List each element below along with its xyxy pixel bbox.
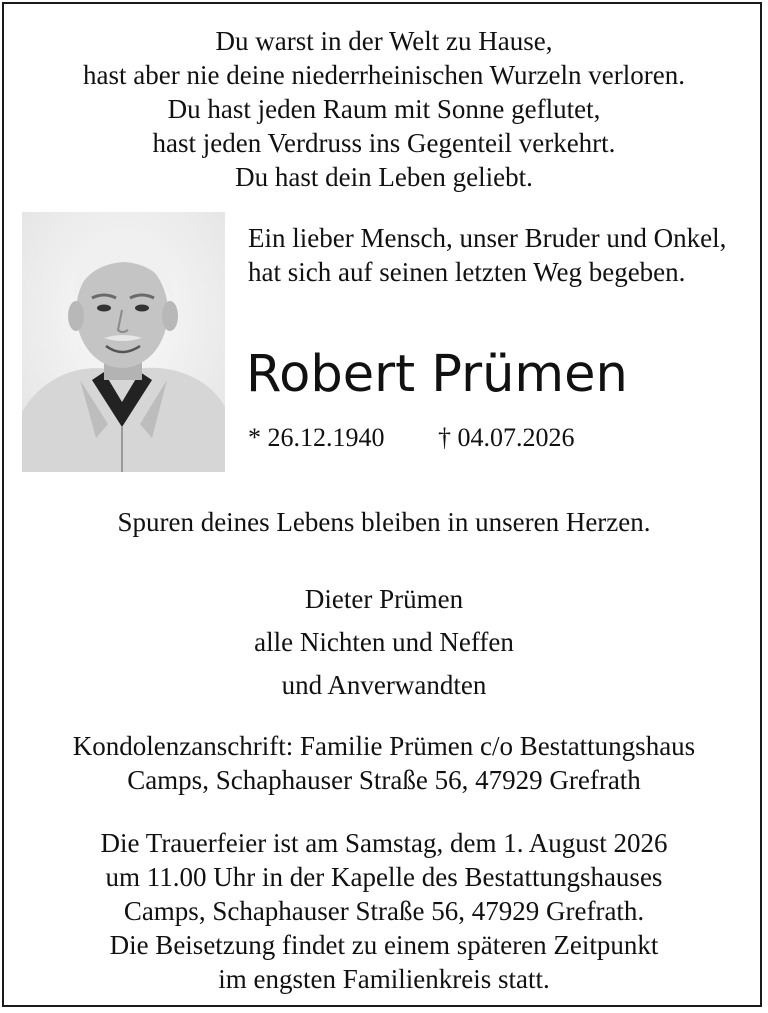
poem [0,24,768,194]
intro-line: hat sich auf seinen letzten Weg begeben. [248,257,686,287]
poem-line: hast aber nie deine niederrheinischen Wurzeln verloren. [83,60,685,90]
deceased-name: Robert Prümen [246,345,628,404]
ceremony-line: um 11.00 Uhr in der Kapelle des Bestattungshauses [105,862,663,892]
portrait-photo [22,212,225,472]
life-dates [248,422,575,454]
address-line: Kondolenzanschrift: Familie Prümen c/o Bestattungshaus [72,731,696,761]
intro-line: Ein lieber Mensch, unser Bruder und Onkel, [248,223,727,253]
mourner-line: und Anverwandten [281,670,487,700]
poem-line: hast jeden Verdruss ins Gegenteil verkehrt. [152,128,616,158]
intro-text [248,221,726,289]
mourner-line: alle Nichten und Neffen [254,627,514,657]
ceremony-line: Die Trauerfeier ist am Samstag, dem 1. August 2026 [100,828,668,858]
ceremony-line: Die Beisetzung findet zu einem späteren Zeitpunkt [109,930,659,960]
ceremony-line: Camps, Schaphauser Straße 56, 47929 Grefrath. [123,896,645,926]
birth-date: * 26.12.1940 [248,423,385,452]
address-line: Camps, Schaphauser Straße 56, 47929 Grefrath [127,765,641,795]
motto: Spuren deines Lebens bleiben in unseren Herzen. [117,507,651,537]
poem-line: Du hast jeden Raum mit Sonne geflutet, [167,94,601,124]
condolence-address [0,729,768,797]
death-date: † 04.07.2026 [438,423,575,452]
mourners-list [0,578,768,707]
poem-line: Du warst in der Welt zu Hause, [215,26,553,56]
poem-line: Du hast dein Leben geliebt. [235,162,533,192]
ceremony-info [0,826,768,996]
mourner-line: Dieter Prümen [304,584,464,614]
ceremony-line: im engsten Familienkreis statt. [218,964,550,994]
portrait-icon [22,212,225,472]
